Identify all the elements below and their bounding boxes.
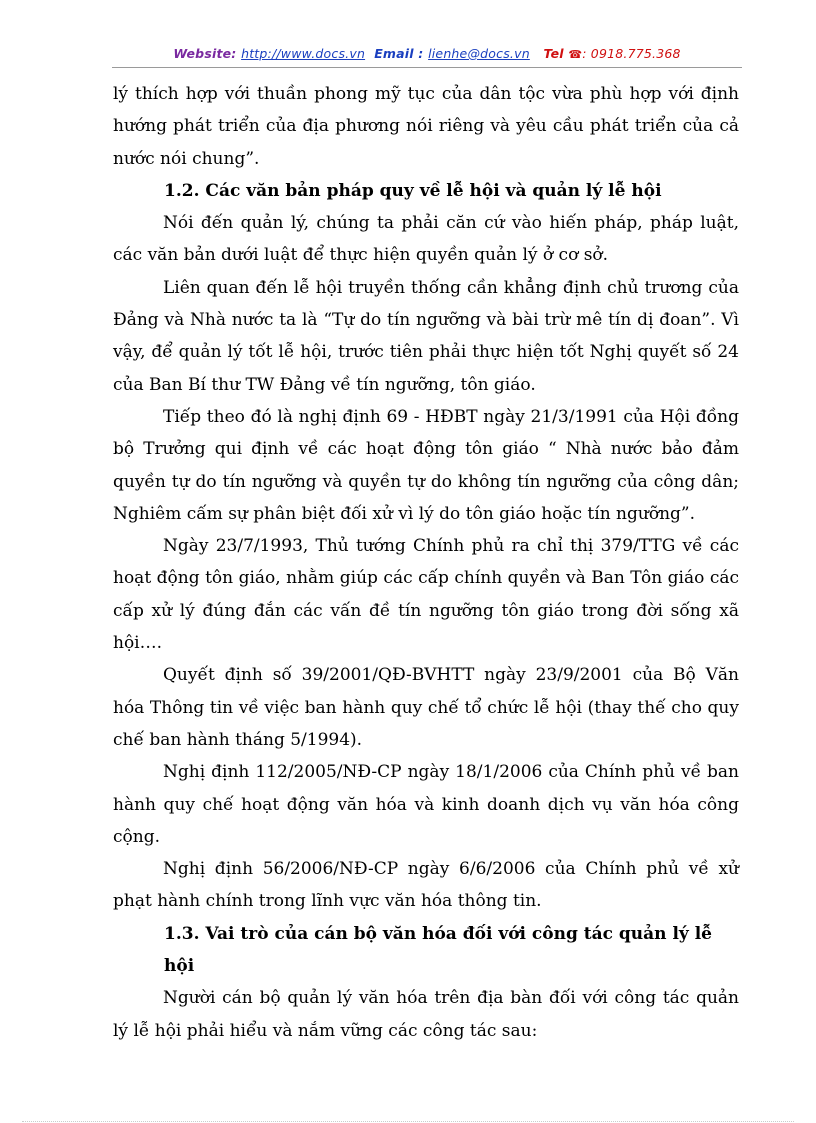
phone-icon: ☎: [568, 48, 583, 61]
paragraph: Tiếp theo đó là nghị định 69 - HĐBT ngày 21/3/1991 của Hội đồng bộ Trưởng qui định về các hoạt động tôn giáo “ Nhà nước bảo đảm quyền tự do tín ngưỡng và quyền tự do không tín ngưỡng của công dân; Nghiêm cấm sự phân biệt đối xử vì lý do tôn giáo hoặc tín ngưỡng”.: [113, 406, 739, 524]
footer-divider: [22, 1121, 794, 1122]
paragraph: Nói đến quản lý, chúng ta phải căn cứ vào hiến pháp, pháp luật, các văn bản dưới luật để thực hiện quyền quản lý ở cơ sở.: [113, 213, 739, 266]
paragraph: Ngày 23/7/1993, Thủ tướng Chính phủ ra chỉ thị 379/TTG về các hoạt động tôn giáo, nhằm giúp các cấp chính quyền và Ban Tôn giáo các cấp xử lý đúng đắn các vấn đề tín ngưỡng tôn giáo trong đời sống xã hội….: [113, 536, 739, 654]
paragraph: Liên quan đến lễ hội truyền thống cần khẳng định chủ trương của Đảng và Nhà nước ta là “Tự do tín ngưỡng và bài trừ mê tín dị đoan”. Vì vậy, để quản lý tốt lễ hội, trước tiên phải thực hiện tốt Nghị quyết số 24 của Ban Bí thư TW Đảng về tín ngưỡng, tôn giáo.: [113, 277, 739, 395]
paragraph: Người cán bộ quản lý văn hóa trên địa bàn đối với công tác quản lý lễ hội phải hiểu và nắm vững các công tác sau:: [113, 988, 739, 1041]
paragraph: Nghị định 112/2005/NĐ-CP ngày 18/1/2006 của Chính phủ về ban hành quy chế hoạt động văn hóa và kinh doanh dịch vụ văn hóa công cộng.: [113, 762, 739, 847]
paragraph: Quyết định số 39/2001/QĐ-BVHTT ngày 23/9/2001 của Bộ Văn hóa Thông tin về việc ban hành quy chế tổ chức lễ hội (thay thế cho quy chế ban hành tháng 5/1994).: [113, 665, 739, 750]
website-label: Website:: [173, 46, 237, 61]
page-header: [112, 46, 742, 61]
paragraph: Nghị định 56/2006/NĐ-CP ngày 6/6/2006 của Chính phủ về xử phạt hành chính trong lĩnh vực văn hóa thông tin.: [113, 859, 739, 912]
tel-label: Tel: [543, 46, 564, 61]
section-heading-1-3: 1.3. Vai trò của cán bộ văn hóa đối với công tác quản lý lễ hội: [164, 923, 712, 977]
header-divider: [112, 67, 742, 68]
section-heading-1-2: 1.2. Các văn bản pháp quy về lễ hội và quản lý lễ hội: [164, 180, 662, 201]
email-link[interactable]: lienhe@docs.vn: [428, 46, 530, 61]
phone-number: : 0918.775.368: [582, 46, 681, 61]
email-label: Email :: [374, 46, 424, 61]
paragraph-continuation: lý thích hợp với thuần phong mỹ tục của dân tộc vừa phù hợp với định hướng phát triển của địa phương nói riêng và yêu cầu phát triển của cả nước nói chung”.: [113, 84, 739, 169]
document-body: [113, 78, 739, 1047]
website-link[interactable]: http://www.docs.vn: [241, 46, 366, 61]
